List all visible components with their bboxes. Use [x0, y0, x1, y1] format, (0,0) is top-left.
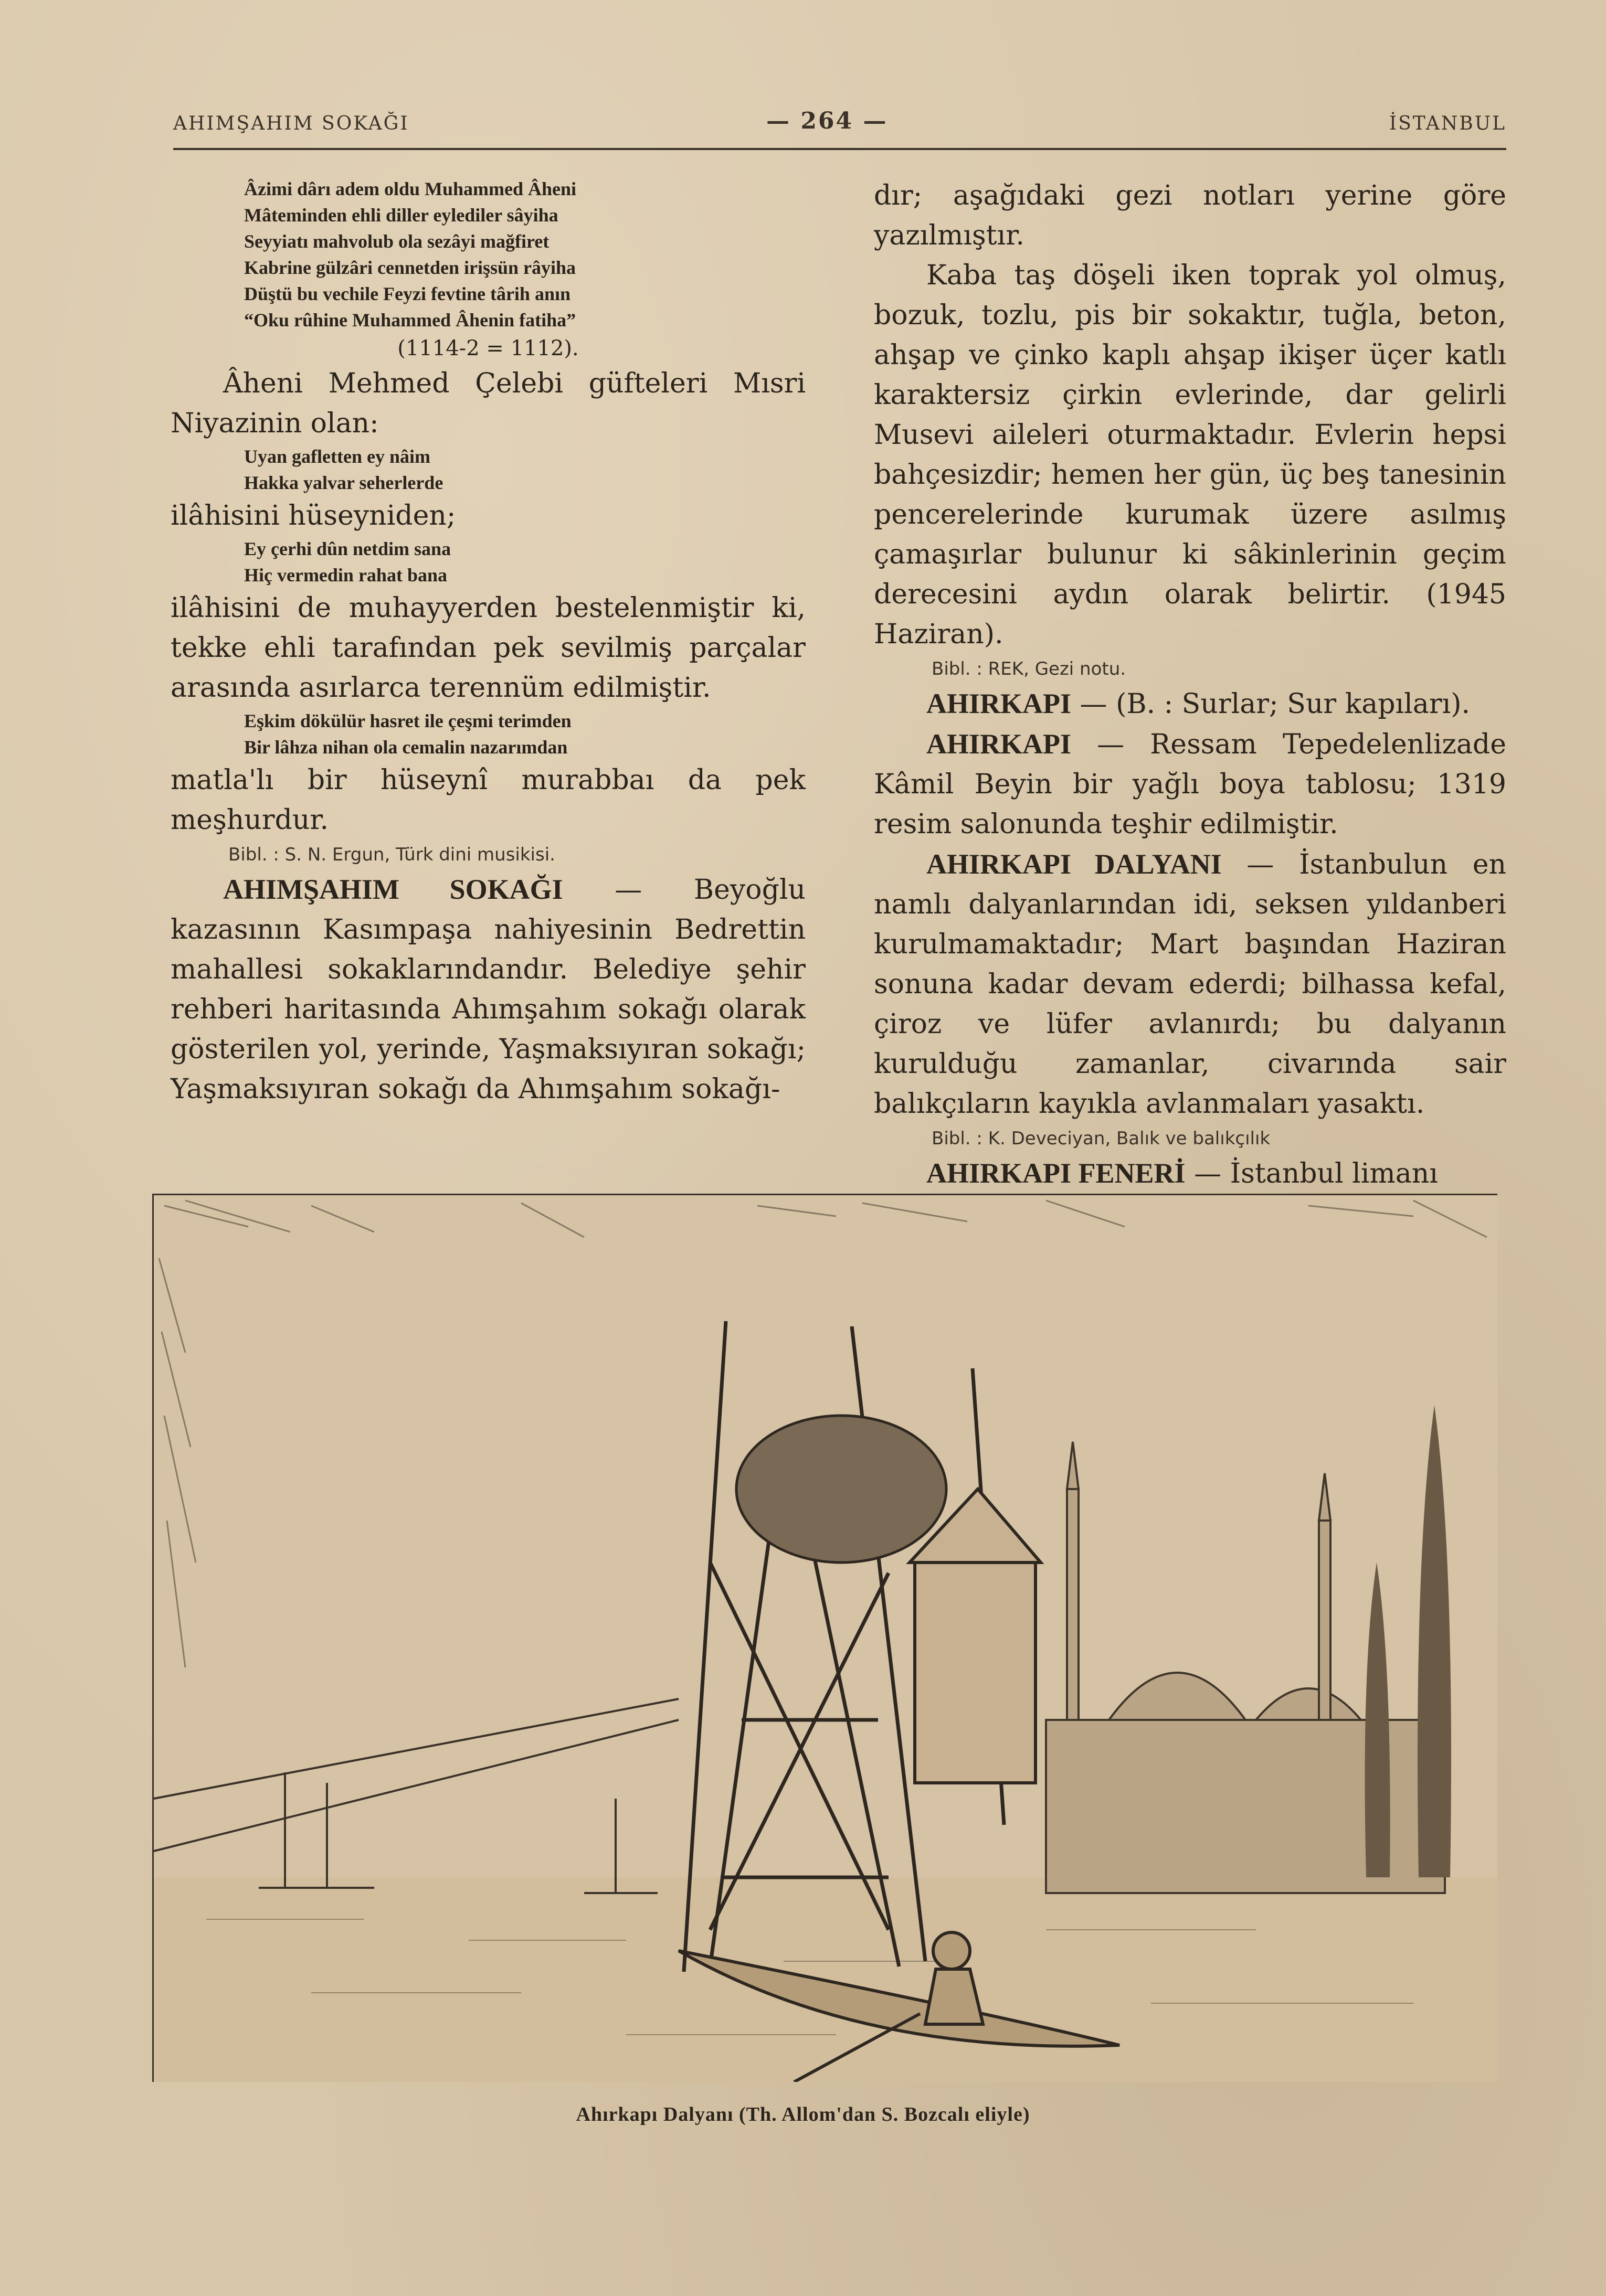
entry-ahirkapi-1 [874, 684, 1506, 724]
verse-line: Âzimi dârı adem oldu Muhammed Âheni [244, 178, 577, 199]
paragraph: dır; aşağıdaki gezi notları yerine göre yazılmıştır. [874, 180, 1506, 251]
verse-line: Hiç vermedin rahat bana [244, 565, 447, 586]
entry-text: — İstanbulun en namlı dalyanlarından idi, seksen yıldanberi kurulmamaktadır; Mart başından Haziran sonuna kadar devam ederdi; bilhassa kefal, çiroz ve lüfer avlanırdı; bu dalyanın kurulduğu zamanlar, civarında sair balıkçıların kayıkla avlanmaları yasaktı. [874, 849, 1506, 1120]
header-rule [173, 148, 1506, 150]
entry-title: AHIRKAPI DALYANI [926, 848, 1222, 880]
paragraph: matla'lı bir hüseynî murabbaı da pek meşhurdur. [171, 764, 806, 836]
entry-ahirkapi-dalyani [874, 844, 1506, 1124]
verse-line: “Oku rûhine Muhammed Âhenin fatiha” [244, 310, 576, 331]
entry-title: AHIMŞAHIM SOKAĞI [223, 874, 563, 905]
entry-ahimsahim [171, 869, 806, 1109]
verse-line: Kabrine gülzâri cennetden irişsün râyiha [244, 257, 576, 278]
engraving-illustration [152, 1194, 1497, 2082]
verse-line: Seyyiatı mahvolub ola sezâyi mağfiret [244, 231, 550, 252]
entry-ahirkapi-2 [874, 724, 1506, 844]
verse-block-3 [171, 536, 806, 588]
verse-line: Mâteminden ehli diller eylediler sâyiha [244, 205, 558, 226]
verse-line: Düştü bu vechile Feyzi fevtine târih anın [244, 283, 570, 304]
verse-line: Uyan gafletten ey nâim [244, 446, 430, 467]
bibliography: Bibl. : K. Deveciyan, Balık ve balıkçılık [932, 1128, 1271, 1149]
entry-text: — Ressam Tepedelenlizade Kâmil Beyin bir yağlı boya tablosu; 1319 resim salonunda teşhir edilmiştir. [874, 729, 1506, 840]
right-column [874, 176, 1506, 1194]
paragraph: Kaba taş döşeli iken toprak yol olmuş, bozuk, tozlu, pis bir sokaktır, tuğla, beton, ahşap ve çinko kaplı ahşap ikişer üçer katlı karaktersiz çirkin evlerinde, dar gelirli Musevi aileleri oturmaktadır. Evlerin hepsi bahçesizdir; hemen her gün, üç beş tanesinin pencerelerinde kurumak üzere asılmış çamaşırlar bulunur ki sâkinlerinin geçim derecesini aydın olarak belirtir. (1945 Haziran). [874, 260, 1506, 650]
tower-basket [736, 1416, 946, 1562]
verse-line: Ey çerhi dûn netdim sana [244, 538, 451, 559]
entry-ahirkapi-feneri [874, 1153, 1506, 1194]
running-head-left: AHIMŞAHIM SOKAĞI [173, 113, 409, 134]
left-column [171, 176, 806, 1109]
page-number: — 264 — [766, 108, 888, 134]
figure-caption: Ahırkapı Dalyanı (Th. Allom'dan S. Bozcalı eliyle) [576, 2103, 1030, 2125]
entry-title: AHIRKAPI [926, 688, 1072, 719]
verse-line: Eşkim dökülür hasret ile çeşmi terimden [244, 710, 572, 731]
entry-title: AHIRKAPI FENERİ [926, 1157, 1186, 1189]
bibliography: Bibl. : S. N. Ergun, Türk dini musikisi. [228, 844, 555, 865]
verse-block-1 [171, 176, 806, 333]
bibliography: Bibl. : REK, Gezi notu. [932, 658, 1126, 679]
paragraph: ilâhisini de muhayyerden bestelenmiştir ki, tekke ehli tarafından pek sevilmiş parçalar arasında asırlarca terennüm edilmiştir. [171, 592, 806, 704]
date-line: (1114-2 = 1112). [397, 336, 579, 360]
running-head-right: İSTANBUL [1389, 113, 1506, 134]
paragraph: ilâhisini hüseyniden; [171, 500, 456, 532]
entry-text: — Beyoğlu kazasının Kasımpaşa nahiyesinin Bedrettin mahallesi sokaklarındandır. Belediye şehir rehberi haritasında Ahımşahım sokağı olarak gösterilen yol, yerinde, Yaşmaksıyıran sokağı; Yaşmaksıyıran sokağı da Ahımşahım sokağı- [171, 874, 806, 1105]
verse-line: Hakka yalvar seherlerde [244, 472, 443, 493]
verse-block-4 [171, 708, 806, 760]
verse-block-2 [171, 443, 806, 496]
verse-line: Bir lâhza nihan ola cemalin nazarımdan [244, 737, 568, 758]
entry-title: AHIRKAPI [926, 728, 1072, 760]
entry-text: — (B. : Surlar; Sur kapıları). [1071, 688, 1471, 720]
paragraph: Âheni Mehmed Çelebi güfteleri Mısri Niyazinin olan: [171, 368, 806, 439]
engraving-image [154, 1195, 1497, 2082]
entry-text: — İstanbul limanı [1185, 1158, 1438, 1189]
